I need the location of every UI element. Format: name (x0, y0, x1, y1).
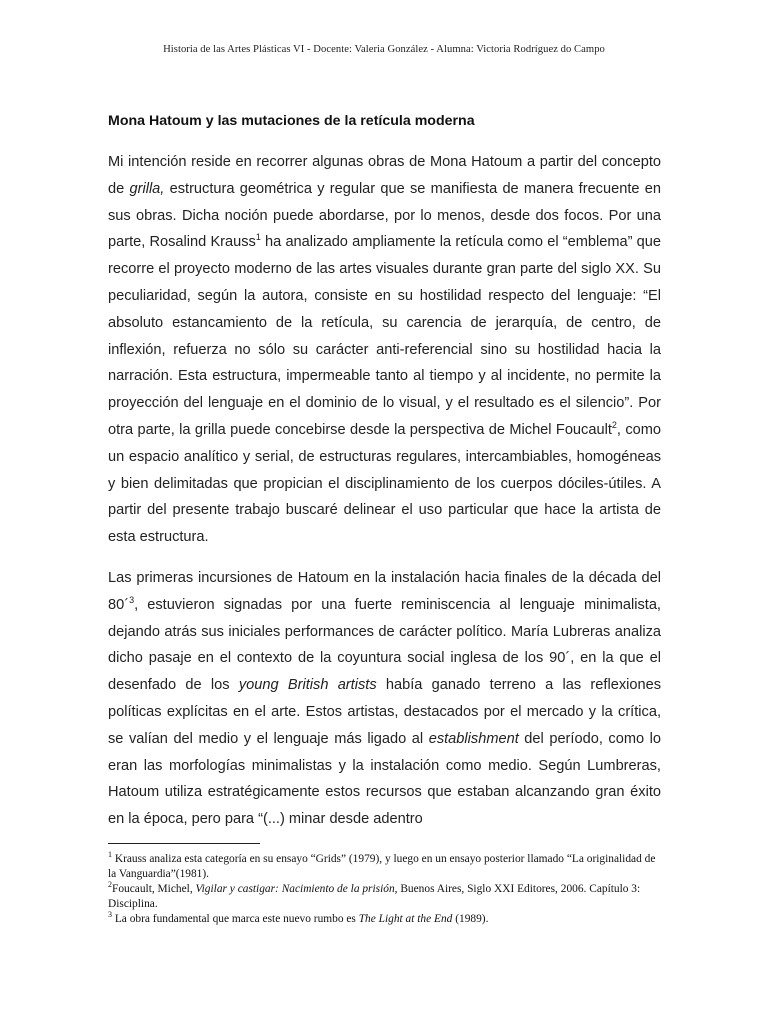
p1-grilla-italic: grilla, (129, 180, 165, 197)
footnote-2-text-a: Foucault, Michel, (112, 883, 196, 895)
footnote-ref-1: 1 (255, 232, 261, 243)
p1-text-b: estructura geométrica y regular que se manifiesta de manera frecuente en sus obras. Dicha noción puede abordarse, por lo menos, desde dos focos. Por una parte, Rosalind Krauss (108, 180, 661, 251)
document-title: Mona Hatoum y las mutaciones de la retícula moderna (108, 113, 475, 129)
p1-text-a: Mi intención reside en recorrer algunas obras de Mona Hatoum a partir del concepto de (108, 154, 661, 197)
footnote-2-text-b: , Buenos Aires, Siglo XXI Editores, 2006. Capítulo 3: Disciplina. (108, 883, 641, 910)
footnote-ref-3: 3 (129, 594, 135, 605)
p2-text-b: , estuvieron signadas por una fuerte reminiscencia al lenguaje minimalista, dejando atrás sus iniciales performances de carácter político. María Lubreras analiza dicho pasaje en el contexto de la coyuntura social inglesa de los 90´, en la que el desenfado de los (108, 596, 661, 694)
footnote-1 (108, 852, 663, 882)
footnote-3 (108, 912, 663, 927)
footnote-3-number: 3 (108, 910, 112, 920)
p2-text-d: del período, como lo eran las morfologías minimalistas y la instalación como medio. Según Lumbreras, Hatoum utiliza estratégicamente estos recursos que estaban alcanzando gran éxito en la época, pero para “(...) minar desde adentro (108, 730, 662, 828)
footnote-3-text-a: La obra fundamental que marca este nuevo rumbo es (112, 913, 359, 925)
footnote-3-work-title: The Light at the End (358, 913, 453, 925)
footnote-3-text-b: (1989). (452, 913, 489, 925)
footnote-separator (108, 843, 260, 844)
footnote-ref-2: 2 (611, 420, 617, 431)
footnotes (108, 852, 663, 927)
footnote-2-number: 2 (108, 880, 112, 890)
paragraph-2 (108, 565, 661, 833)
page-header: Historia de las Artes Plásticas VI - Docente: Valeria González - Alumna: Victoria Rodríguez do Campo (163, 44, 605, 55)
footnote-1-number: 1 (108, 850, 112, 860)
p2-text-c: había ganado terreno a las reflexiones políticas explícitas en el arte. Estos artistas, destacados por el mercado y la crítica, se valían del medio y el lenguaje más ligado al (108, 677, 662, 747)
p1-text-d: , como un espacio analítico y serial, de estructuras regulares, intercambiables, homogéneas y bien delimitadas que propician el disciplinamiento de los cuerpos dóciles-útiles. A partir del presente trabajo buscaré delinear el uso particular que hace la artista de esta estructura. (108, 421, 662, 546)
footnote-2 (108, 882, 663, 912)
p2-text-a: Las primeras incursiones de Hatoum en la instalación hacia finales de la década del 80´ (108, 570, 661, 613)
footnote-2-book-title: Vigilar y castigar: Nacimiento de la prisión (195, 883, 395, 895)
footnote-1-text: Krauss analiza esta categoría en su ensayo “Grids” (1979), y luego en un ensayo posterior llamado “La originalidad de la Vanguardia”(1981). (108, 853, 656, 880)
paragraph-1 (108, 149, 661, 551)
p2-establishment-italic: establishment (428, 730, 519, 747)
p2-yba-italic: young British artists (238, 677, 377, 694)
p1-text-c: ha analizado ampliamente la retícula como el “emblema” que recorre el proyecto moderno de las artes visuales durante gran parte del siglo XX. Su peculiaridad, según la autora, consiste en su hostilidad respecto del lenguaje: “El absoluto estancamiento de la retícula, su carencia de jerarquía, de centro, de inflexión, refuerza no sólo su carácter anti-referencial sino su hostilidad hacia la narración. Esta estructura, impermeable tanto al tiempo y al incidente, no permite la proyección del lenguaje en el dominio de lo visual, y el resultado es el silencio”. Por otra parte, la grilla puede concebirse desde la perspectiva de Michel Foucault (108, 234, 661, 438)
